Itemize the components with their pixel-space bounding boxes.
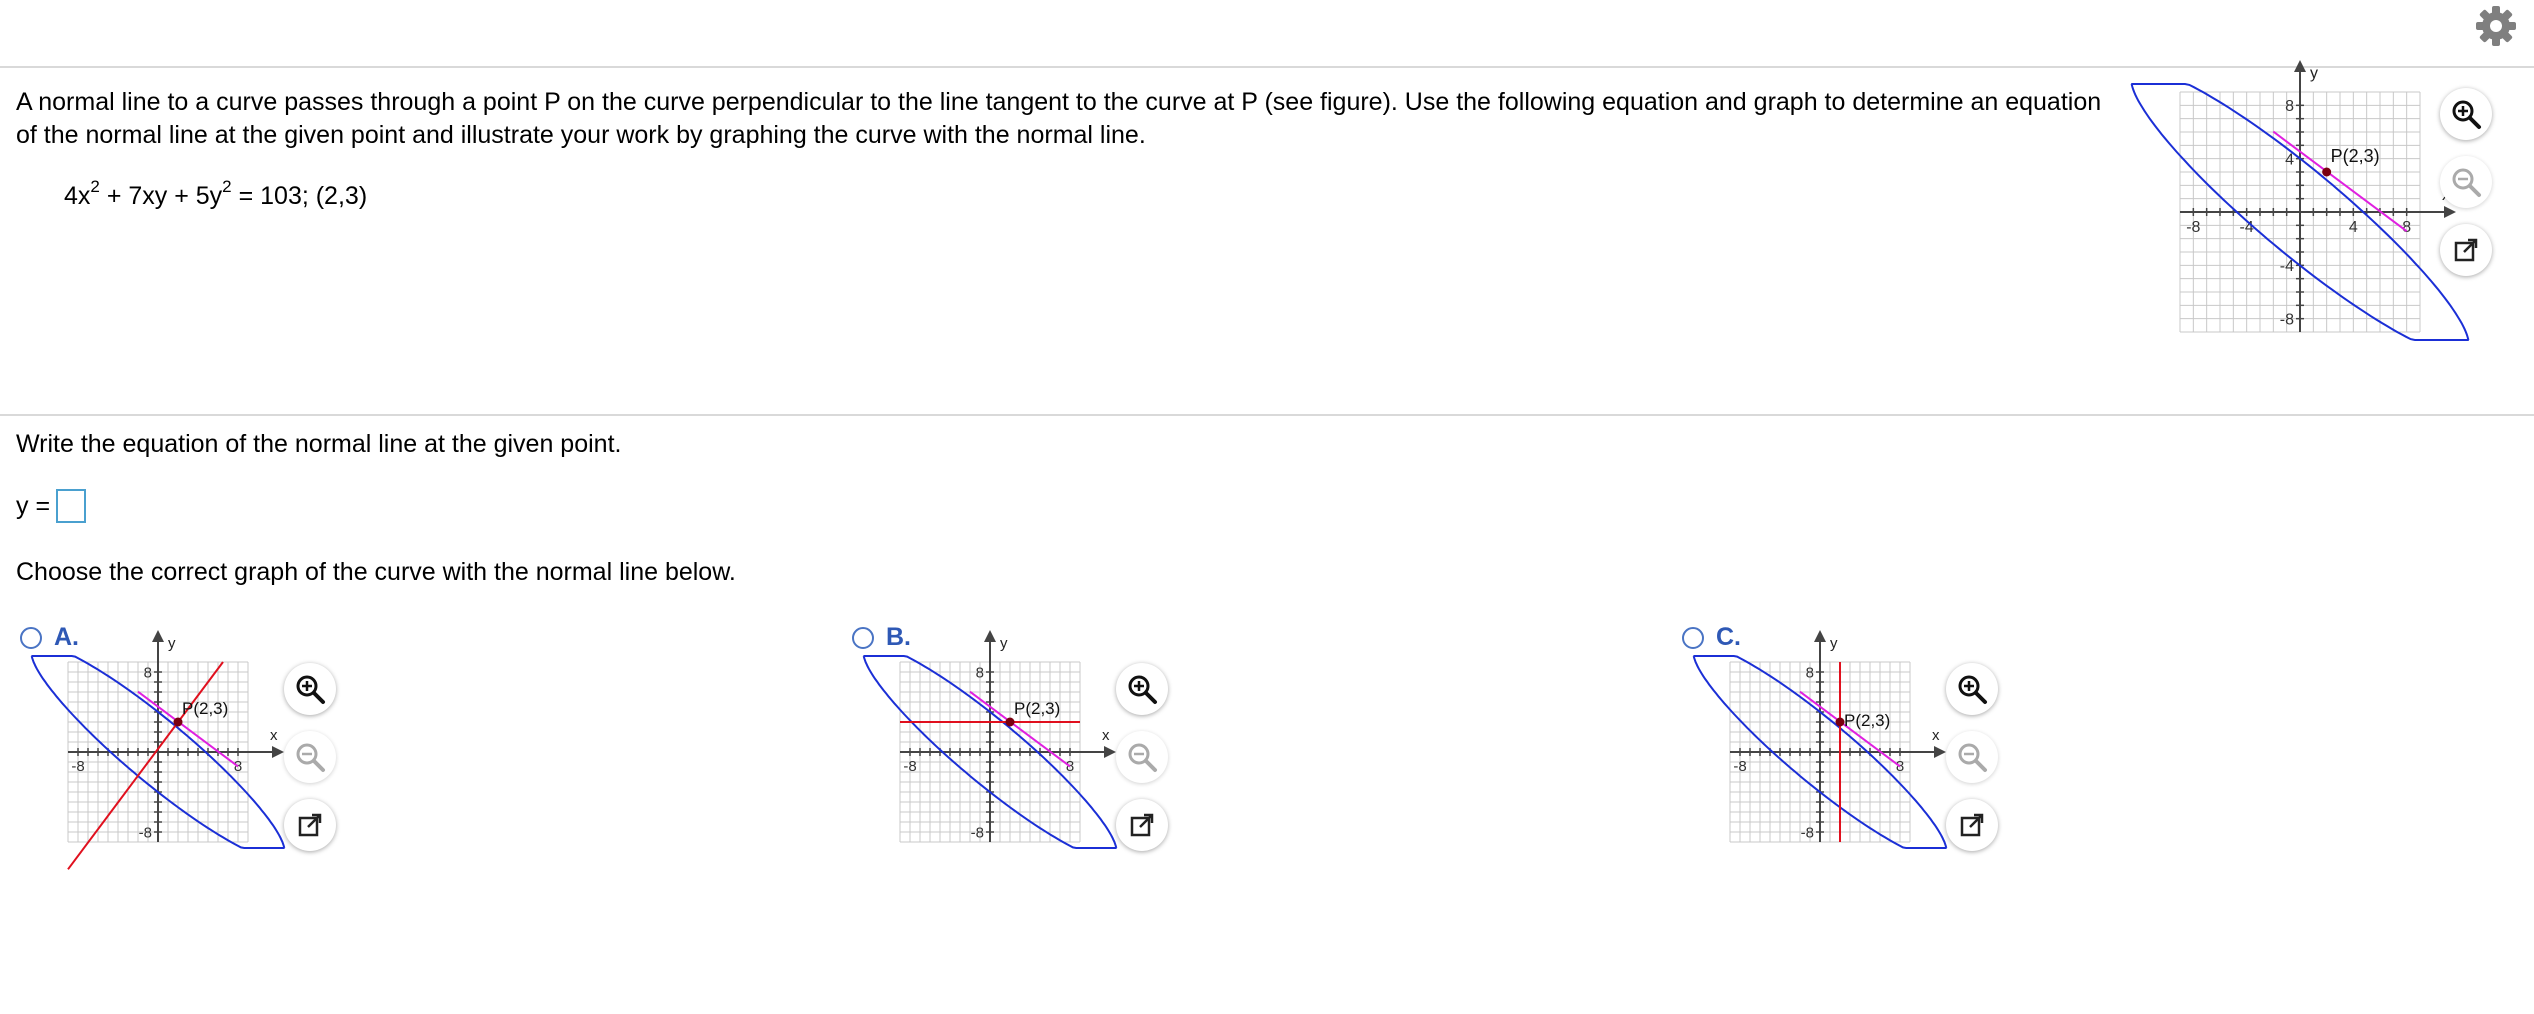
option-b[interactable] — [852, 623, 911, 652]
y-tick-label: -8 — [970, 824, 984, 842]
y-tick-label: -8 — [1800, 824, 1814, 842]
option-c-zoom-out-button[interactable] — [1946, 731, 1998, 783]
option-a-zoom-out-button[interactable] — [284, 731, 336, 783]
section-divider — [0, 414, 2534, 416]
y-tick-label: 8 — [143, 664, 152, 682]
x-tick-label: -8 — [1733, 758, 1747, 775]
point-p-label: P(2,3) — [182, 699, 229, 718]
zoom-in-icon — [2449, 97, 2483, 131]
x-tick-label: -8 — [71, 758, 85, 775]
y-axis-label: y — [168, 635, 176, 652]
option-a-radio[interactable] — [20, 627, 42, 649]
option-a-zoom-in-button[interactable] — [284, 663, 336, 715]
x-axis-label: x — [1932, 727, 1940, 744]
option-b-radio[interactable] — [852, 627, 874, 649]
option-c-popout-button[interactable] — [1946, 799, 1998, 851]
popout-icon — [1125, 808, 1159, 842]
answer-input[interactable] — [56, 489, 86, 523]
option-a[interactable] — [20, 623, 79, 652]
x-tick-label: 4 — [2348, 219, 2358, 236]
option-a-letter: A. — [54, 623, 79, 651]
y-tick-label: 8 — [975, 664, 984, 682]
question-text: A normal line to a curve passes through a point P on the curve perpendicular to the line tangent to the curve at P (see figure). Use the following equation and graph to determine an equation of the normal line at the given point and illustrate your work by graphing the curve with the normal line. — [16, 88, 2102, 149]
curve-equation: $4x^2 + 7xy + 5y^2 = 103$; (2,3) — [64, 177, 368, 210]
x-axis-label: x — [1102, 727, 1110, 744]
zoom-out-icon — [1125, 740, 1159, 774]
point-p — [1006, 718, 1015, 727]
graph-choice-prompt: Choose the correct graph of the curve with the normal line below. — [16, 558, 736, 586]
option-c-zoom-in-button[interactable] — [1946, 663, 1998, 715]
x-axis-arrow — [1104, 746, 1116, 758]
point-p — [174, 718, 183, 727]
option-b-zoom-in-button[interactable] — [1116, 663, 1168, 715]
y-tick-label: -8 — [2279, 311, 2294, 329]
zoom-out-icon — [1955, 740, 1989, 774]
option-b-zoom-out-button[interactable] — [1116, 731, 1168, 783]
option-c-letter: C. — [1716, 623, 1741, 651]
normal-line-prompt: Write the equation of the normal line at the given point. — [16, 430, 622, 458]
answer-label: y = — [16, 491, 51, 520]
zoom-in-button[interactable] — [2440, 88, 2492, 140]
option-c-radio[interactable] — [1682, 627, 1704, 649]
popout-icon — [2449, 233, 2483, 267]
x-axis-arrow — [272, 746, 284, 758]
x-axis-arrow — [2444, 206, 2456, 218]
option-b-letter: B. — [886, 623, 911, 651]
top-toolbar — [0, 0, 2534, 68]
x-tick-label: 8 — [233, 758, 243, 775]
option-c[interactable] — [1682, 623, 1741, 652]
x-axis-arrow — [1934, 746, 1946, 758]
gear-icon[interactable] — [2474, 4, 2518, 48]
y-axis-arrow — [984, 630, 996, 642]
y-axis-label: y — [1830, 635, 1838, 652]
option-b-popout-button[interactable] — [1116, 799, 1168, 851]
x-tick-label: -4 — [2239, 219, 2254, 236]
y-axis-label: y — [2310, 65, 2318, 82]
option-a-popout-button[interactable] — [284, 799, 336, 851]
point-p-label: P(2,3) — [1844, 711, 1891, 730]
answer-row — [16, 489, 86, 523]
main-figure — [2150, 65, 2430, 372]
zoom-in-icon — [1955, 672, 1989, 706]
x-tick-label: -8 — [903, 758, 917, 775]
y-axis-arrow — [1814, 630, 1826, 642]
y-tick-label: 8 — [2285, 97, 2294, 115]
zoom-out-icon — [293, 740, 327, 774]
zoom-out-icon — [2449, 165, 2483, 199]
option-a-graph — [48, 635, 288, 882]
y-tick-label: -8 — [138, 824, 152, 842]
x-tick-label: 8 — [2402, 219, 2412, 236]
x-tick-label: 8 — [1895, 758, 1905, 775]
zoom-in-icon — [1125, 672, 1159, 706]
point-p-label: P(2,3) — [1014, 699, 1061, 718]
x-axis-label: x — [270, 727, 278, 744]
point-p-label: P(2,3) — [2330, 146, 2380, 166]
popout-button[interactable] — [2440, 224, 2492, 276]
zoom-out-button[interactable] — [2440, 156, 2492, 208]
y-tick-label: 4 — [2285, 151, 2294, 169]
zoom-in-icon — [293, 672, 327, 706]
y-axis-label: y — [1000, 635, 1008, 652]
y-tick-label: -4 — [2279, 257, 2294, 275]
x-tick-label: -8 — [2186, 219, 2201, 236]
y-axis-arrow — [152, 630, 164, 642]
y-tick-label: 8 — [1805, 664, 1814, 682]
x-tick-label: 8 — [1065, 758, 1075, 775]
option-b-graph — [880, 635, 1120, 882]
point-p — [2322, 168, 2331, 177]
popout-icon — [293, 808, 327, 842]
option-c-graph — [1710, 635, 1950, 882]
popout-icon — [1955, 808, 1989, 842]
